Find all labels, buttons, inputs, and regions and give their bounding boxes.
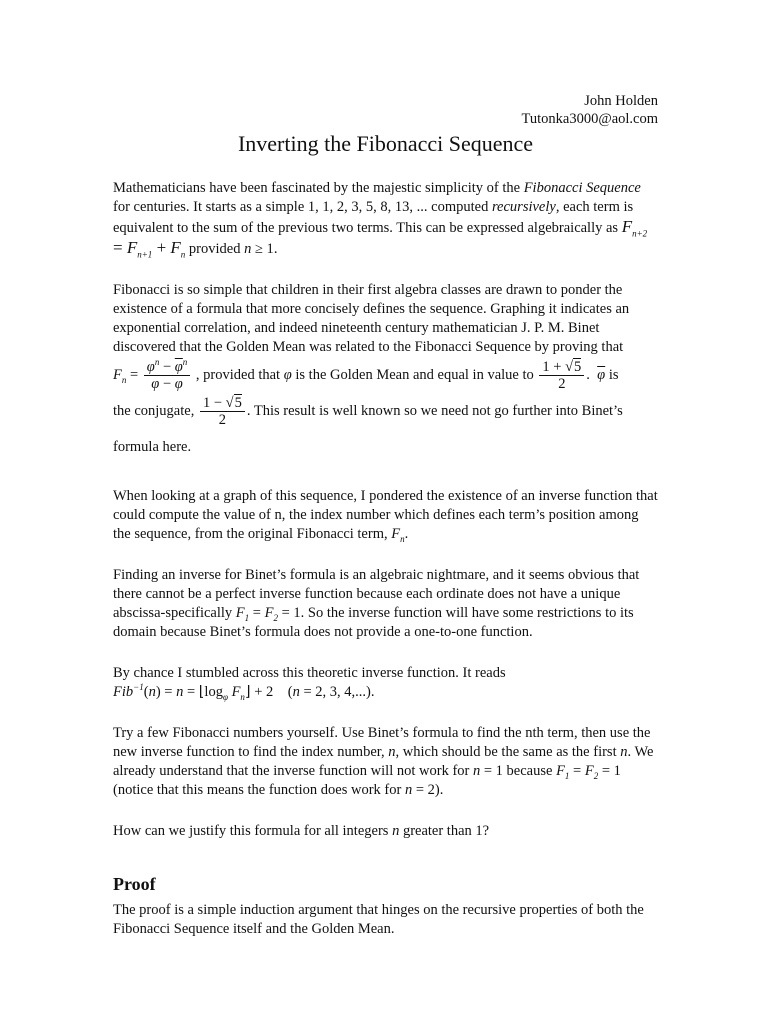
paragraph-nightmare: Finding an inverse for Binet’s formula is an algebraic nightmare, and it seems obvious that there cannot be a perfect inverse function because each ordinate does not have a unique abscissa-specifically $F_1 = F_2 = 1$. So the inverse function will have some restrictions to its domain because Binet’s formula does not provide a one-to-one function. (113, 567, 640, 640)
paragraph-question: How can we justify this formula for all integers n greater than 1? (113, 823, 490, 839)
paragraph-try-numbers: Try a few Fibonacci numbers yourself. Use Binet’s formula to find the nth term, then use the new inverse function to find the index number, n, which should be the same as the first n. We already understand that the inverse function will not work for n = 1 because $F_1 = F_2 = 1$ (notice that this means the function does work for n = 2). (113, 725, 654, 798)
n-equals-2: n = 2 (404, 782, 435, 798)
conjugate-value: $\frac{1 - √5}{2}$ (200, 395, 245, 428)
fibonacci-term-fn: $F_n$ (391, 526, 405, 544)
phi-symbol: φ (283, 367, 292, 383)
author-name: John Holden (584, 93, 658, 109)
sequence-terms: 1, 1, 2, 3, 5, 8, 13, ... (307, 199, 428, 215)
paragraph-intro: Mathematicians have been fascinated by the majestic simplicity of the Fibonacci Sequence for centuries. It starts as a simple 1, 1, 2, 3, 5, 8, 13, ... computed recursively, each term is equivalent to the sum of the previous two terms. This can be expressed algebraically as $F_{n+2} = F_{n+1} + F_n$ provided n ≥ 1. (113, 180, 648, 260)
var-n: n (388, 744, 396, 760)
condition-n-ge-1: n ≥ 1 (244, 241, 274, 257)
conjugate-line: the conjugate, $\frac{1 - √5}{2}$ . This result is well known so we need not go further into Binet’s formula here. (113, 395, 623, 455)
var-n: n (392, 823, 400, 839)
n-equals-1: n = 1 (472, 763, 503, 779)
proof-heading: Proof (113, 874, 156, 894)
emphasis-recursively: recursively (491, 199, 556, 215)
paragraph-proof: The proof is a simple induction argument that hinges on the recursive properties of both the Fibonacci Sequence itself and the Golden Mean. (113, 902, 644, 937)
document-title: Inverting the Fibonacci Sequence (237, 131, 534, 156)
emphasis-fibonacci-sequence: Fibonacci Sequence (523, 180, 641, 196)
binet-formula-line: $F_n$ = $\frac{\varphi^n - \overline{\varphi}^n}{\varphi - \overline{\varphi}}$ , provided that φ is the Golden Mean and equal in value to $\frac{1 + √5}{2}$ . $\overline{\varphi}$ is (113, 357, 619, 393)
f1-equals-f2: $F_1 = F_2 = 1$ (556, 763, 621, 781)
author-email: Tutonka3000@aol.com (521, 111, 658, 127)
phi-bar-symbol: $\overline{\varphi}$ (597, 367, 606, 383)
paragraph-theoretic-inverse: By chance I stumbled across this theoretic inverse function. It reads $Fib^{-1}(n) = n = ⌊\log_\varphi$ $F_n⌋ + 2$ (n = 2, 3, 4,...). (113, 665, 506, 702)
document-page (113, 92, 658, 939)
golden-mean-value: $\frac{1 + √5}{2}$ (539, 359, 584, 392)
var-n: n (620, 744, 628, 760)
paragraph-inverse-idea: When looking at a graph of this sequence, I pondered the existence of an inverse function that could compute the value of n, the index number which defines each term’s position among the sequence, from the original Fibonacci term, $F_n$. (113, 488, 658, 544)
paragraph-binet: Fibonacci is so simple that children in their first algebra classes are drawn to ponder the existence of a formula that more concisely defines the sequence. Graphing it indicates an exponential correlation, and indeed nineteenth century mathematician J. P. M. Binet discovered that the Golden Mean was related to the Fibonacci Sequence by proving that (113, 282, 630, 355)
inverse-function-formula: $Fib^{-1}(n) = n = ⌊\log_\varphi$ $F_n⌋ + 2$ (n = 2, 3, 4,...) (113, 682, 371, 702)
f1-equals-f2: $F_1 = F_2 = 1$ (235, 605, 301, 623)
binet-formula: $F_n$ = $\frac{\varphi^n - \overline{\varphi}^n}{\varphi - \overline{\varphi}}$ (113, 367, 196, 383)
recurrence-formula: $F_{n+2} = F_{n+1} + F_n$ (113, 217, 648, 260)
